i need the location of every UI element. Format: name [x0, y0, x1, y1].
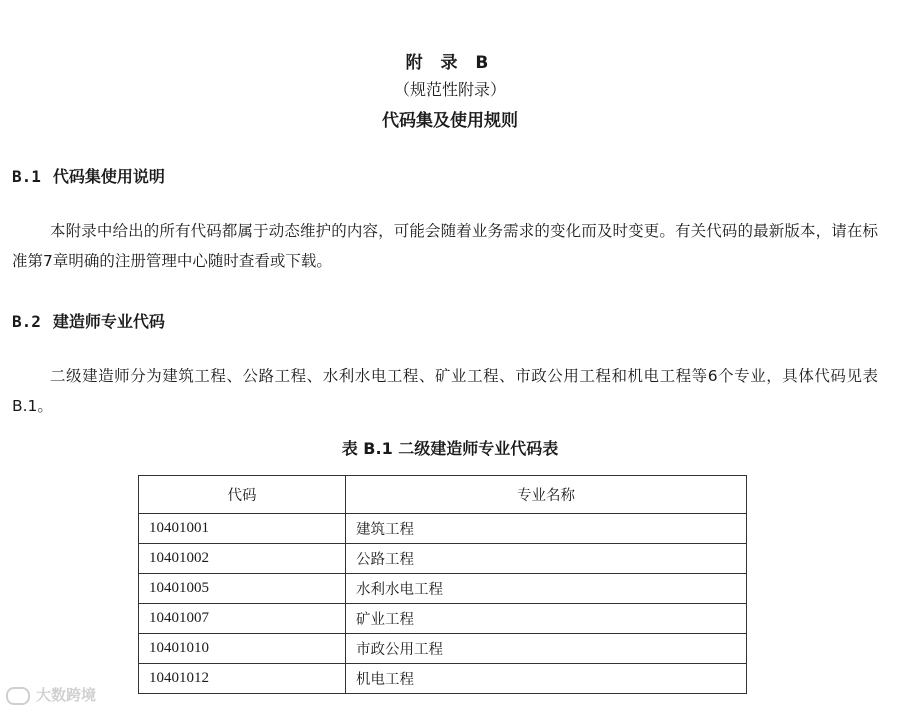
table-row — [139, 544, 747, 574]
column-header-code: 代码 — [139, 476, 346, 514]
code-cell: 10401005 — [139, 574, 346, 604]
name-cell: 矿业工程 — [346, 604, 747, 634]
code-cell: 10401010 — [139, 634, 346, 664]
name-cell: 机电工程 — [346, 664, 747, 694]
section-b2-title: 建造师专业代码 — [52, 312, 165, 331]
appendix-name: 代码集及使用规则 — [382, 111, 518, 131]
table-row — [139, 574, 747, 604]
watermark-text: 大数跨境 — [36, 686, 97, 704]
section-b1-title: 代码集使用说明 — [52, 167, 165, 186]
watermark-logo-icon — [6, 687, 30, 705]
code-cell: 10401007 — [139, 604, 346, 634]
name-cell: 建筑工程 — [346, 514, 747, 544]
appendix-title: 附 录 B — [405, 53, 495, 73]
watermark — [6, 684, 96, 705]
name-cell: 水利水电工程 — [346, 574, 747, 604]
section-b1-paragraph: 本附录中给出的所有代码都属于动态维护的内容，可能会随着业务需求的变化而及时变更。有关代码的最新版本，请在标准第7章明确的注册管理中心随时查看或下载。 — [12, 222, 878, 270]
section-b2-number: B.2 — [12, 312, 41, 331]
name-cell: 市政公用工程 — [346, 634, 747, 664]
table-row — [139, 604, 747, 634]
code-cell: 10401012 — [139, 664, 346, 694]
table-row — [139, 514, 747, 544]
table-caption: 表 B.1 二级建造师专业代码表 — [341, 439, 559, 458]
column-header-name: 专业名称 — [346, 476, 747, 514]
appendix-subtitle: （规范性附录） — [393, 80, 506, 99]
table-row — [139, 664, 747, 694]
code-cell: 10401001 — [139, 514, 346, 544]
table-header-row — [139, 476, 747, 514]
table-row — [139, 634, 747, 664]
section-b1-heading — [12, 164, 165, 187]
section-b2-heading — [12, 309, 165, 332]
code-cell: 10401002 — [139, 544, 346, 574]
name-cell: 公路工程 — [346, 544, 747, 574]
specialty-code-table — [138, 475, 747, 694]
section-b2-paragraph: 二级建造师分为建筑工程、公路工程、水利水电工程、矿业工程、市政公用工程和机电工程等6个专业，具体代码见表B.1。 — [12, 367, 878, 415]
section-b1-number: B.1 — [12, 167, 41, 186]
